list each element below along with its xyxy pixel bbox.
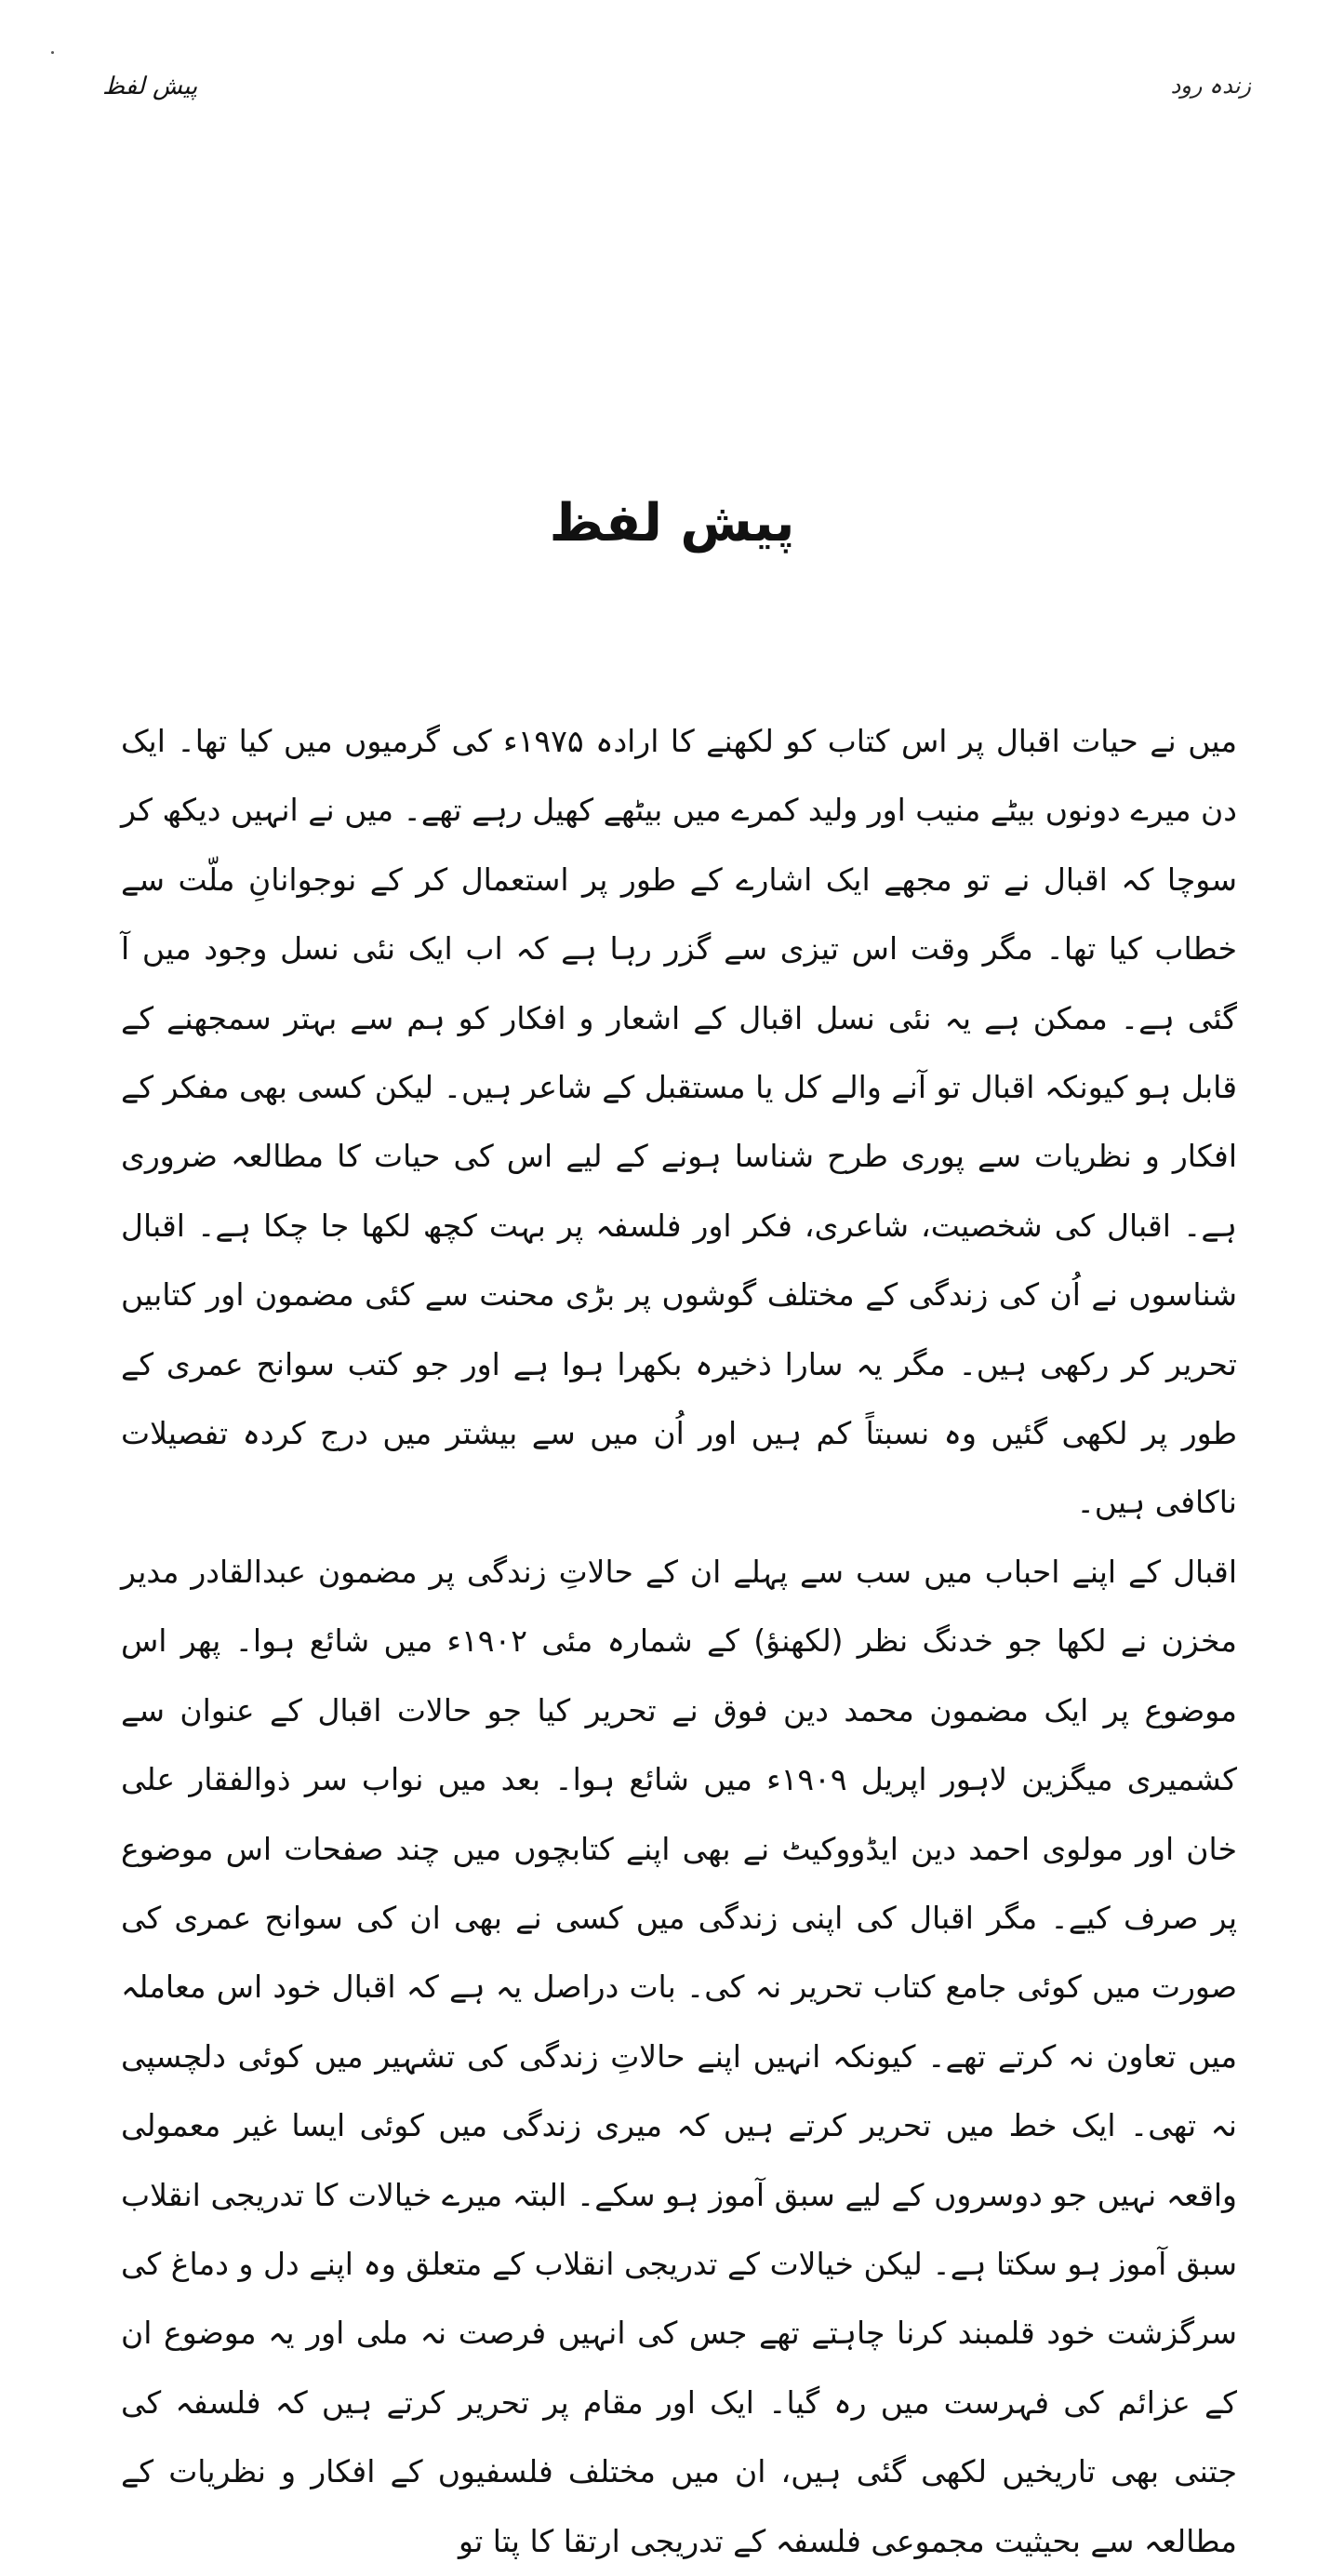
paragraph-2: اقبال کے اپنے احباب میں سب سے پہلے ان کے حالاتِ زندگی پر مضمون عبدالقادر مدیر مخزن نے لکھا جو خدنگ نظر (لکھنؤ) کے شمارہ مئی ۱۹۰۲ء میں شائع ہوا۔ پھر اس موضوع پر ایک مضمون محمد دین فوق نے تحریر کیا جو حالات اقبال کے عنوان سے کشمیری میگزین لاہور اپریل ۱۹۰۹ء میں شائع ہوا۔ بعد میں نواب سر ذوالفقار علی خان اور مولوی احمد دین ایڈووکیٹ نے بھی اپنے کتابچوں میں چند صفحات اس موضوع پر صرف کیے۔ مگر اقبال کی اپنی زندگی میں کسی نے بھی ان کی سوانح عمری کی صورت میں کوئی جامع کتاب تحریر نہ کی۔ بات دراصل یہ ہے کہ اقبال خود اس معاملہ میں تعاون نہ کرتے تھے۔ کیونکہ انہیں اپنے حالاتِ زندگی کی تشہیر میں کوئی دلچسپی نہ تھی۔ ایک خط میں تحریر کرتے ہیں کہ میری زندگی میں کوئی ایسا غیر معمولی واقعہ نہیں جو دوسروں کے لیے سبق آموز ہو سکے۔ البتہ میرے خیالات کا تدریجی انقلاب سبق آموز ہو سکتا ہے۔ لیکن خیالات کے تدریجی انقلاب کے متعلق وہ اپنے دل و دماغ کی سرگزشت خود قلمبند کرنا چاہتے تھے جس کی انہیں فرصت نہ ملی اور یہ موضوع ان کے عزائم کی فہرست میں رہ گیا۔ ایک اور مقام پر تحریر کرتے ہیں کہ فلسفہ کی جتنی بھی تاریخیں لکھی گئی ہیں، ان میں مختلف فلسفیوں کے افکار و نظریات کے مطالعہ سے بحیثیت مجموعی فلسفہ کے تدریجی ارتقا کا پتا تو — [121, 1553, 1237, 2559]
header-chapter-title: پیش لفظ — [102, 73, 198, 100]
paragraph-1: میں نے حیات اقبال پر اس کتاب کو لکھنے کا ارادہ ۱۹۷۵ء کی گرمیوں میں کیا تھا۔ ایک دن میرے دونوں بیٹے منیب اور ولید کمرے میں بیٹھے کھیل رہے تھے۔ میں نے انہیں دیکھ کر سوچا کہ اقبال نے تو مجھے ایک اشارے کے طور پر استعمال کر کے نوجوانانِ ملّت سے خطاب کیا تھا۔ مگر وقت اس تیزی سے گزر رہا ہے کہ اب ایک نئی نسل وجود میں آ گئی ہے۔ ممکن ہے یہ نئی نسل اقبال کے اشعار و افکار کو ہم سے بہتر سمجھنے کے قابل ہو کیونکہ اقبال تو آنے والے کل یا مستقبل کے شاعر ہیں۔ لیکن کسی بھی مفکر کے افکار و نظریات سے پوری طرح شناسا ہونے کے لیے اس کی حیات کا مطالعہ ضروری ہے۔ اقبال کی شخصیت، شاعری، فکر اور فلسفہ پر بہت کچھ لکھا جا چکا ہے۔ اقبال شناسوں نے اُن کی زندگی کے مختلف گوشوں پر بڑی محنت سے کئی مضمون اور کتابیں تحریر کر رکھی ہیں۔ مگر یہ سارا ذخیرہ بکھرا ہوا ہے اور جو کتب سوانح عمری کے طور پر لکھی گئیں وہ نسبتاً کم ہیں اور اُن میں سے بیشتر میں درج کردہ تفصیلات ناکافی ہیں۔ — [121, 723, 1237, 1521]
running-header — [93, 73, 1251, 119]
body-text — [121, 707, 1237, 2576]
scan-speck — [51, 51, 54, 54]
header-book-title: زندہ رود — [1170, 73, 1251, 99]
chapter-title: پیش لفظ — [549, 493, 795, 554]
